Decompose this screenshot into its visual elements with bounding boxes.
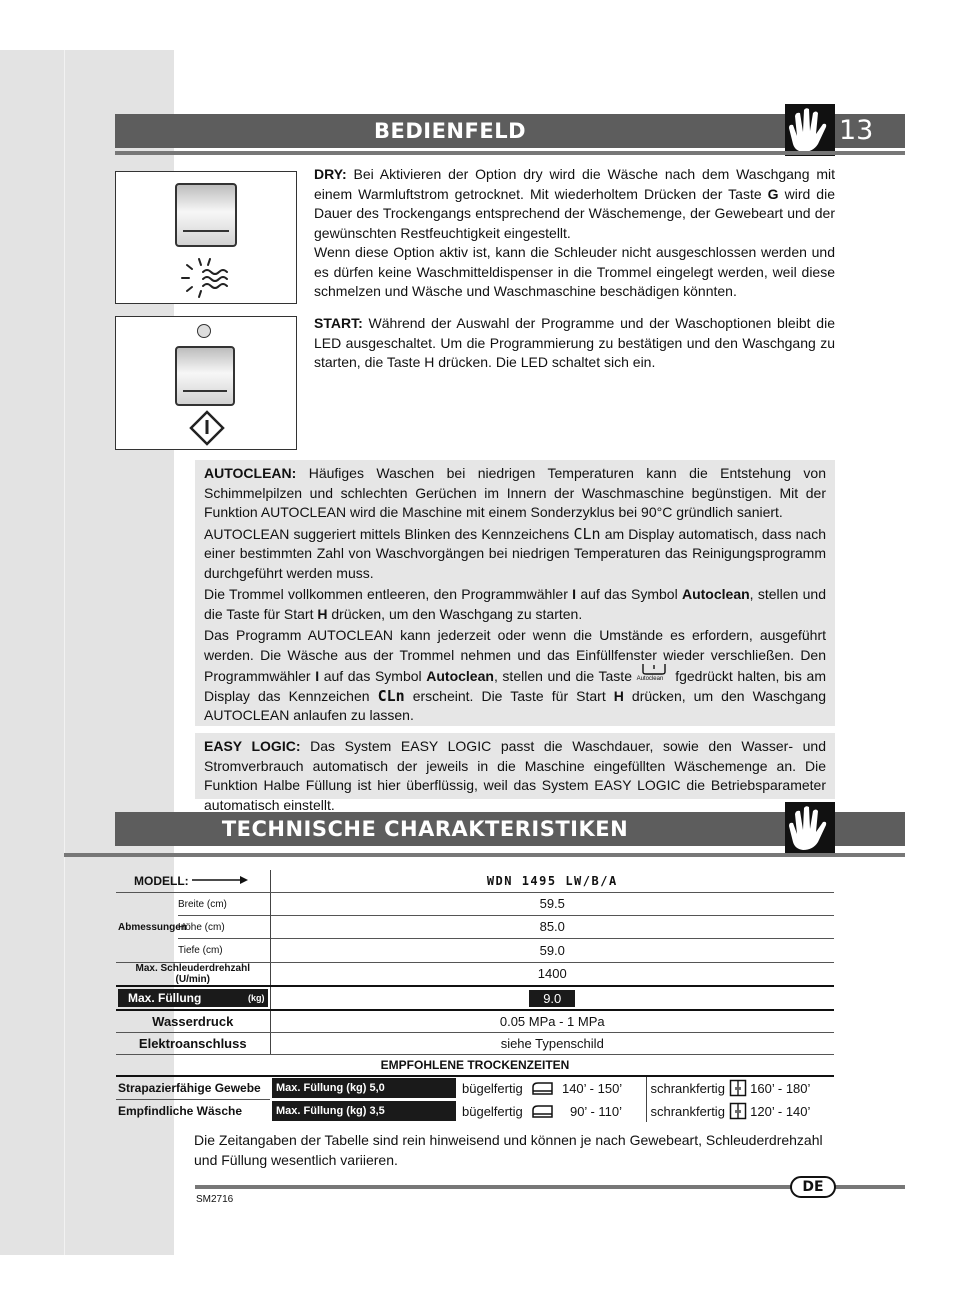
iron-time: 140’ - 150’ [561,1081,623,1096]
autoclean-text-4a: Das Programm AUTOCLEAN kann jederzeit oder wenn die Umstände es erfordern, ausgeführt werden. Die Wäsche aus der Trommel nehmen und das Einfüllfenster wieder verschließen. Den Programmwähler [204,627,826,684]
cupboard-icon [729,1079,747,1097]
autoclean-word-2: Autoclean [426,668,494,684]
start-diamond-icon [189,410,225,446]
trocken-row-name: Empfindliche Wäsche [118,1103,243,1118]
abmessungen-label: Abmessungen [118,921,187,933]
wasserdruck-label: Wasserdruck [116,1010,270,1032]
autoclean-text-4g: erscheint. Die Taste für Start [404,687,614,704]
breite-label: Breite (cm) [178,893,270,916]
dry-heat-icon [179,256,231,300]
cln-symbol-2: CLn [377,686,405,705]
section-rule [115,151,905,155]
autoclean-text-4c: auf das Symbol [319,668,427,684]
dry-button-illustration [115,171,297,304]
trocken-row-load: Max. Füllung (kg) 3,5 [272,1101,456,1121]
section-header-technische [115,812,905,846]
autoclean-label: AUTOCLEAN: [204,465,297,481]
trocken-row-load: Max. Füllung (kg) 5,0 [272,1078,456,1098]
spec-table [116,870,834,1122]
cupboard-icon [729,1102,747,1120]
autoclean-key-h-2: H [613,687,624,704]
easy-logic-text: Das System EASY LOGIC passt die Waschdauer, sowie den Wasser- und Stromverbrauch automatisch der jeweils in die Maschine eingefüllten Wäschemenge an. Die Funktion Halbe Füllung ist hier überflüssig, weil das System EASY LOGIC die Betriebsparameter automatisch einstellt. [204,738,826,813]
section-title-technische: TECHNISCHE CHARAKTERISTIKEN [221,817,629,841]
easy-logic-box [195,733,835,813]
cupboard-label: schrankfertig [650,1103,725,1119]
tiefe-label: Tiefe (cm) [178,944,223,956]
start-label: START: [314,315,363,331]
modell-label: MODELL: [134,873,189,888]
start-button-illustration [115,316,297,450]
language-badge: DE [790,1176,836,1198]
cupboard-label: schrankfertig [650,1081,725,1096]
hoehe-value: 85.0 [270,915,834,938]
elektro-label: Elektroanschluss [116,1032,270,1054]
autoclean-key-h: H [317,605,328,622]
schleuder-value: 1400 [270,962,834,986]
max-fuellung-label-box [118,989,268,1007]
hand-icon-2 [785,802,835,854]
max-fuellung-value: 9.0 [529,990,575,1007]
dry-text-1: Bei Aktivieren der Option dry wird die Wäsche nach dem Waschgang mit einem Warmluftstrom getrocknet. Mit wiederholtem Drücken der Taste [314,166,835,202]
tiefe-value: 59.0 [270,939,834,962]
cln-symbol: CLn [573,524,601,543]
document-code: SM2716 [196,1194,234,1205]
iron-time: 90’ - 110’ [569,1103,623,1119]
wasserdruck-value: 0.05 MPa - 1 MPa [270,1010,834,1032]
easy-logic-label: EASY LOGIC: [204,738,301,754]
dry-text-2: wird die Dauer des Trockengangs entsprechend der Wäschemenge, der Gewebeart und der gewünschten Restfeuchtigkeit eingestellt. [314,185,835,241]
max-fuellung-unit: (kg) [248,993,265,1003]
autoclean-box [195,460,835,726]
autoclean-text-4f: fgedrückt halten, bis am Display das Kennzeichen [204,668,826,704]
schleuder-label: Max. Schleuderdrehzahl (U/min) [116,962,270,986]
autoclean-key-i-2: I [315,668,320,684]
led-indicator [197,324,211,338]
dry-label: DRY: [314,166,347,182]
start-paragraph [314,314,835,373]
iron-icon [530,1103,556,1119]
autoclean-word: Autoclean [681,586,750,602]
iron-icon [530,1080,556,1096]
table-note: Die Zeitangaben der Tabelle sind rein hinweisend und können je nach Gewebeart, Schleuderdrehzahl und Füllung wesentlich variieren. [194,1132,823,1168]
page-number: 13 [839,115,874,146]
dry-button-icon [175,183,237,247]
autoclean-text-3g: drücken, um den Waschgang zu starten. [327,605,583,622]
breite-value: 59.5 [270,892,834,915]
autoclean-text-3e: , stellen und die Taste für Start [204,586,826,622]
autoclean-text-1: Häufiges Waschen bei niedrigen Temperaturen kann die Entstehung von Schimmelpilzen und schlechten Gerüchen im Innern der Waschmaschine begünstigen. Mit der Funktion AUTOCLEAN wird die Maschine mit einem Sonderzyklus bei 90°C gründlich saniert. [204,465,826,520]
section-rule-2 [64,853,905,857]
iron-label: bügelfertig [462,1103,523,1119]
elektro-value: siehe Typenschild [270,1032,834,1054]
dry-paragraph [314,165,835,302]
section-title-bedienfeld: BEDIENFELD [373,119,527,143]
autoclean-text-4i: drücken, um den Waschgang AUTOCLEAN anlaufen zu lassen. [204,687,826,723]
start-button-icon [175,346,235,406]
trocken-header: EMPFOHLENE TROCKENZEITEN [116,1054,834,1076]
cupboard-time: 160’ - 180’ [750,1081,811,1096]
autoclean-tub-label: Autoclean [636,676,664,682]
trocken-row [116,1076,834,1099]
dry-key: G [767,185,779,202]
hoehe-label: Höhe (cm) [178,916,270,939]
autoclean-key-i: I [572,586,577,602]
arrow-right-icon [192,876,248,884]
trocken-row-name: Strapazierfähige Gewebe [116,1076,270,1099]
autoclean-text-3c: auf das Symbol [576,586,682,602]
trocken-row [116,1099,834,1122]
modell-value: WDN 1495 LW/B/A [270,870,834,892]
autoclean-text-2a: AUTOCLEAN suggeriert mittels Blinken des Kennzeichens [204,525,574,542]
start-text: Während der Auswahl der Programme und der Waschoptionen bleibt die LED ausgeschaltet. Um die Programmierung zu bestätigen und den Waschgang zu starten, die Taste H drücken. Die LED schaltet sich ein. [314,315,835,370]
hand-icon [785,104,835,156]
autoclean-text-2b: am Display automatisch, dass nach einer bestimmten Zahl von Waschvorgängen bei niedrigen Temperaturen das Reinigungsprogramm durchgeführt werden muss. [204,525,826,581]
autoclean-tub-icon [637,665,671,683]
iron-label: bügelfertig [462,1081,523,1096]
autoclean-text-4e: , stellen und die Taste [493,668,637,684]
autoclean-text-3a: Die Trommel vollkommen entleeren, den Programmwähler [204,586,573,602]
cupboard-time: 120’ - 140’ [750,1103,811,1119]
section-header-bedienfeld [115,114,905,148]
dry-text-3: Wenn diese Option aktiv ist, kann die Schleuder nicht ausgeschlossen werden und es dürfen keine Waschmitteldispenser in die Trommel eingelegt werden, weil diese schmelzen und Wäsche und Waschmaschine beschädigen könnten. [314,244,835,299]
max-fuellung-label: Max. Füllung [128,991,202,1005]
